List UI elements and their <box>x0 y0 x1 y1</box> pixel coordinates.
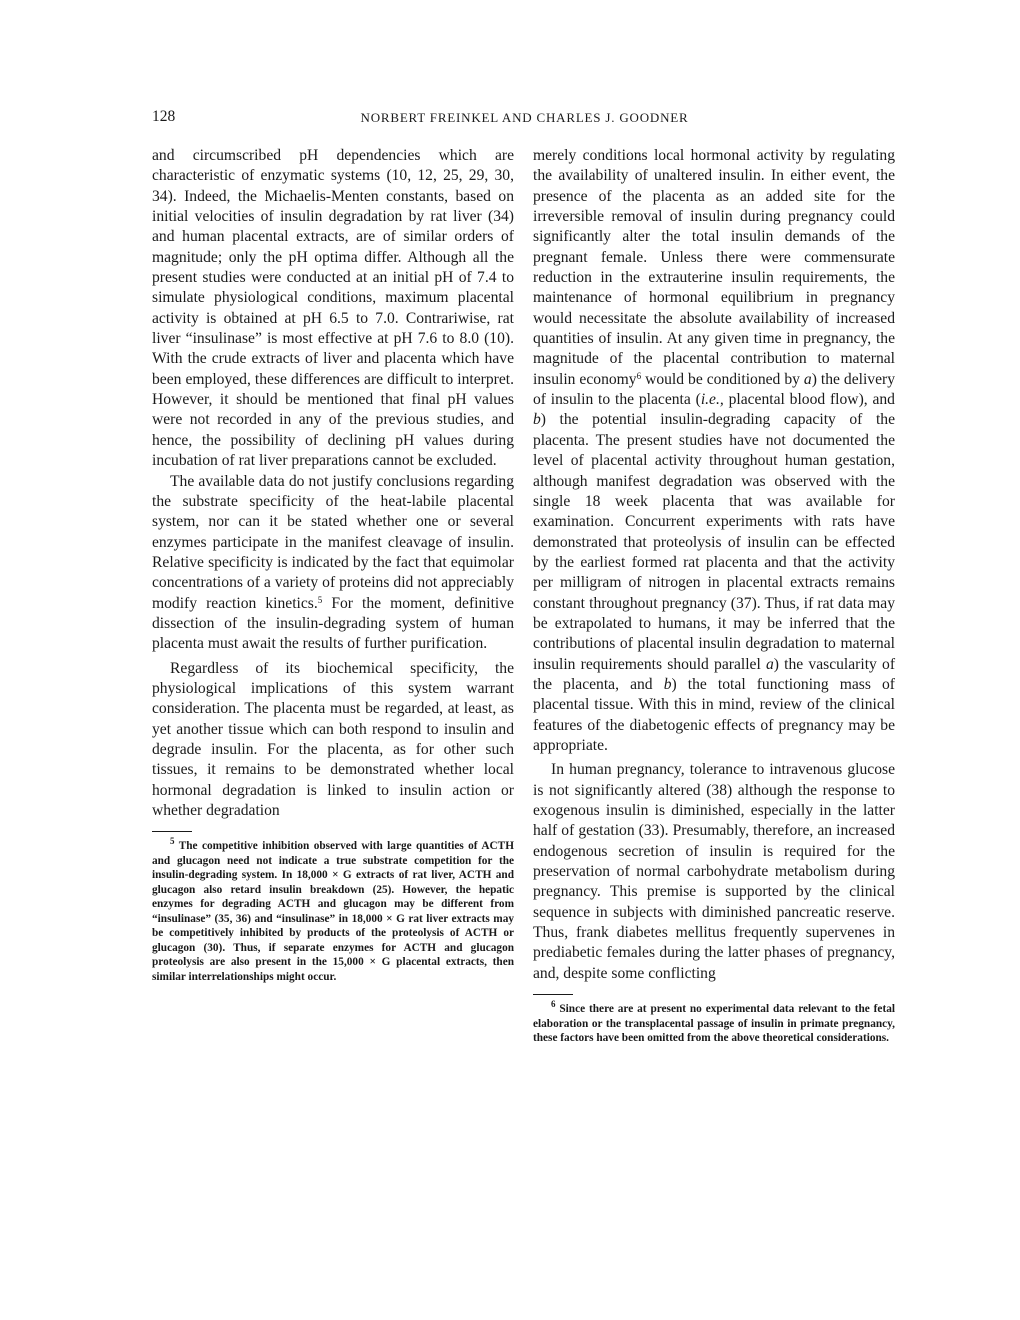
footnote-ref-6: 6 <box>636 370 642 381</box>
right-paragraph-1-text-f: ) the vascularity of the placenta, and <box>533 655 896 693</box>
item-a-marker: a <box>803 370 812 388</box>
running-title: NORBERT FREINKEL AND CHARLES J. GOODNER <box>360 110 689 125</box>
right-paragraph-1-text-c: ) the delivery of insulin to the placenta ( <box>533 370 895 409</box>
ie-abbrev: i.e., <box>700 391 724 409</box>
right-paragraph-2: In human pregnancy, tolerance to intravenous glucose is not significantly altered (38) although the response to exogenous insulin is diminished, especially in the latter half of gestation (33). Presumably, therefore, an increased endogenous secretion of insulin is required for the preservation of normal carbohydrate metabolism during pregnancy. This premise is supported by the clinical sequence in subjects with diminished pancreatic reserve. Thus, frank diabetes mellitus frequently supervenes in prediabetic females during the latter phases of pregnancy, and, despite some conflicting <box>533 761 895 982</box>
footnote-6 <box>533 999 895 1046</box>
right-paragraph-1-text-a: merely conditions local hormonal activity by regulating the availability of unaltered insulin. In either event, the presence of the placenta as an added site for the irreversible removal of insulin during pregnancy could significantly alter the total insulin demands of the pregnant female. Unless there were commensurate reduction in the extrauterine insulin requirements, the maintenance of hormonal equilibrium in pregnancy would necessitate the absolute availability of increased quantities of insulin. At any given time in pregnancy, the magnitude of the placental contribution to maternal insulin economy <box>533 147 895 388</box>
left-paragraph-2-text-a: The available data do not justify conclusions regarding the substrate specificity of the heat-labile placental system, nor can it be stated whether one or several enzymes participate in the manifest cleavage of insulin. Relative specificity is indicated by the fact that equimolar concentrations of a variety of proteins did not appreciably modify reaction kinetics. <box>152 472 514 612</box>
footnote-divider-right <box>533 994 573 995</box>
left-column <box>152 146 514 984</box>
left-paragraph-3: Regardless of its biochemical specificity, the physiological implications of this system warrant consideration. The placenta must be regarded, at least, as yet another tissue which can both respond to insulin and degrade insulin. For the placenta, as for other such tissues, it remains to be demonstrated whether local hormonal degradation is linked to insulin action or whether degradation <box>152 659 514 819</box>
left-paragraph-2-text-b: For the moment, definitive dissection of the insulin-degrading system of human placenta must await the results of further purification. <box>152 594 514 653</box>
footnote-6-text: Since there are at present no experimental data relevant to the fetal elaboration or the transplacental passage of insulin in primate pregnancy, these factors have been omitted from the above theoretical considerations. <box>533 1003 895 1045</box>
right-paragraph-1-text-b: would be conditioned by <box>641 370 804 388</box>
right-column <box>533 146 895 1046</box>
footnote-5-text: The competitive inhibition observed with large quantities of ACTH and glucagon need not indicate a true substrate competition for the insulin-degrading system. In 18,000 × G extracts of rat liver, ACTH and glucagon also retard insulin breakdown (25). However, the hepatic enzymes for degrading ACTH and glucagon may be different from “insulinase” (35, 36) and “insulinase” in 18,000 × G rat liver extracts may be competitively inhibited by products of the proteolysis of ACTH or glucagon (30). Thus, if separate enzymes for ACTH and glucagon proteolysis are also present in the 15,000 × G placental extracts, then similar interrelationships might occur. <box>152 840 514 983</box>
left-paragraph-1: and circumscribed pH dependencies which are characteristic of enzymatic systems (10, 12, 25, 29, 30, 34). Indeed, the Michaelis-Menten constants, based on initial velocities of insulin degradation by rat liver (34) and human placental extracts, are of similar orders of magnitude; only the pH optima differ. Although all the present studies were conducted at an initial pH of 7.4 to simulate physiological conditions, maximum placental activity is obtained at pH 6.5 to 7.0. Contrariwise, rat liver “insulinase” is most effective at pH 7.6 to 8.0 (10). With the crude extracts of liver and placenta which have been employed, these differences are difficult to interpret. However, it should be mentioned that final pH values were not recorded in any of the previous studies, and hence, the possibility of declining pH values during incubation of rat liver preparations cannot be excluded. <box>152 147 514 470</box>
footnote-divider <box>152 831 192 832</box>
page-number: 128 <box>152 108 176 125</box>
footnote-5 <box>152 836 514 984</box>
left-paragraph-2 <box>152 472 514 655</box>
footnote-6-mark: 6 <box>551 999 556 1010</box>
item-b-marker: b <box>533 411 541 429</box>
item-a-marker-2: a <box>765 655 774 673</box>
item-b-marker-2: b <box>663 675 672 693</box>
running-head <box>152 108 897 130</box>
right-paragraph-1 <box>533 146 895 756</box>
footnote-ref-5: 5 <box>317 594 323 605</box>
right-paragraph-1-text-e: ) the potential insulin-degrading capacity of the placenta. The present studies have not documented the level of placental activity throughout human gestation, although manifest degradation was observed with the single 18 week placenta that was available for examination. Concurrent experiments with rats have demonstrated that proteolysis of insulin can be effected by the earliest formed rat placenta and that the activity per milligram of nitrogen in placental extracts remains constant throughout pregnancy (37). Thus, if rat data may be extrapolated to humans, it may be inferred that the contributions of placental insulin degradation to maternal insulin requirements should parallel <box>533 411 895 673</box>
footnote-5-mark: 5 <box>170 836 175 847</box>
right-paragraph-1-text-d: placental blood flow), and <box>723 391 895 409</box>
right-paragraph-1-text-g: ) the total functioning mass of placental tissue. With this in mind, review of the clinical features of the diabetogenic effects of pregnancy may be appropriate. <box>533 675 895 754</box>
